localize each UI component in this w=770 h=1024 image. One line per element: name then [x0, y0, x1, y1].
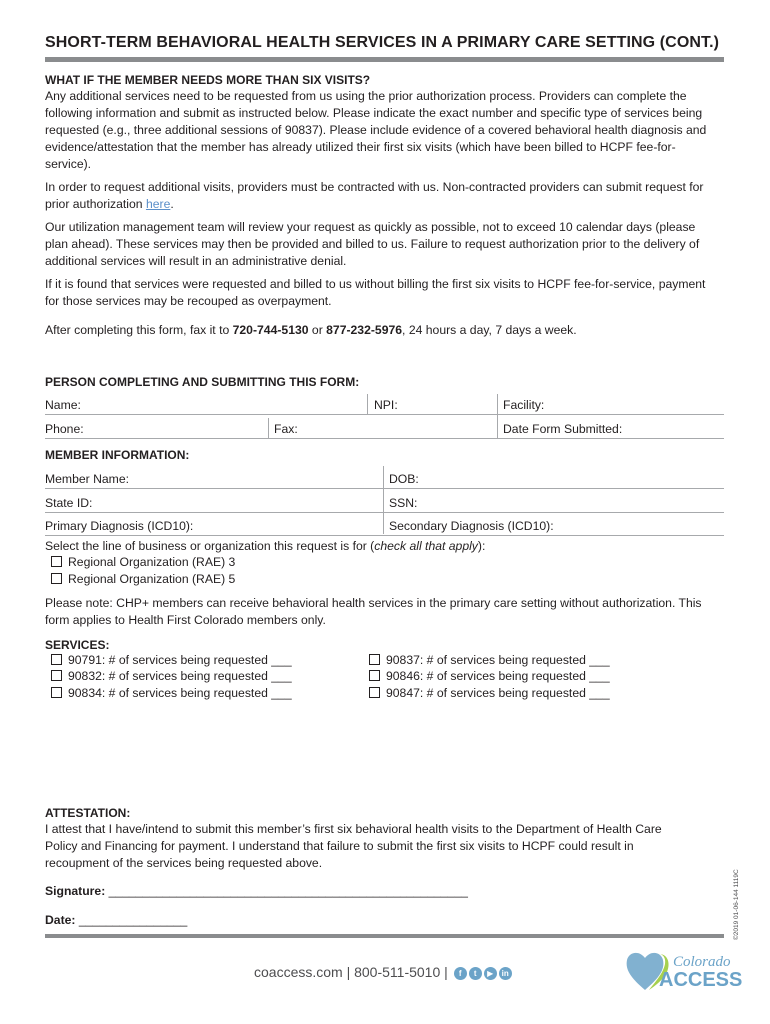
prompt-end: ):	[477, 539, 486, 553]
service-90847[interactable]	[369, 686, 610, 700]
page-title: SHORT-TERM BEHAVIORAL HEALTH SERVICES IN A PRIMARY CARE SETTING (CONT.)	[45, 34, 720, 51]
date-blank: ________________	[78, 913, 188, 927]
facility-field-label: Facility:	[503, 398, 545, 412]
phone-field-label: Phone:	[45, 422, 84, 436]
prompt-text: Select the line of business or organization this request is for (	[45, 539, 375, 553]
field-underline	[45, 438, 724, 439]
twitter-icon[interactable]: t	[469, 967, 482, 980]
service-label: 90846: # of services being requested ___	[386, 669, 610, 683]
logo-word-colorado: Colorado	[673, 954, 731, 970]
service-90791[interactable]	[51, 653, 292, 667]
service-label: 90837: # of services being requested ___	[386, 653, 610, 667]
prompt-emphasis: check all that apply	[374, 539, 478, 553]
signature-blank: _____________________________________________________	[108, 884, 468, 898]
service-90837[interactable]	[369, 653, 610, 667]
rae3-label: Regional Organization (RAE) 3	[68, 555, 236, 569]
linkedin-icon[interactable]: in	[499, 967, 512, 980]
npi-field-label: NPI:	[374, 398, 398, 412]
rae5-checkbox[interactable]	[51, 573, 62, 584]
fax-hours: , 24 hours a day, 7 days a week.	[402, 323, 577, 337]
p2-end: .	[170, 197, 174, 211]
footer-contact	[254, 964, 512, 980]
rae3-checkbox[interactable]	[51, 556, 62, 567]
services-heading: SERVICES:	[45, 638, 110, 652]
field-divider	[268, 418, 269, 438]
signature-line[interactable]	[45, 884, 468, 898]
youtube-icon[interactable]: ▶	[484, 967, 497, 980]
fax-instructions	[45, 322, 720, 339]
logo-heart-icon	[625, 946, 743, 996]
field-underline	[45, 488, 724, 489]
field-divider	[383, 466, 384, 534]
fax-number-1: 720-744-5130	[232, 323, 309, 337]
fax-or: or	[308, 323, 327, 337]
fax-text: After completing this form, fax it to	[45, 323, 233, 337]
primary-diagnosis-field-label: Primary Diagnosis (ICD10):	[45, 519, 194, 533]
more-visits-heading: WHAT IF THE MEMBER NEEDS MORE THAN SIX VISITS?	[45, 73, 371, 87]
member-heading: MEMBER INFORMATION:	[45, 448, 190, 462]
service-90832[interactable]	[51, 669, 292, 683]
attestation-text: I attest that I have/intend to submit this member’s first six behavioral health visits to the Department of Health Care Policy and Financing for payment. I understand that failure to submit the first six visits to HCPF could result in recoupment of the services being requested above.	[45, 822, 662, 870]
service-checkbox[interactable]	[51, 687, 62, 698]
signature-label: Signature:	[45, 884, 106, 898]
more-visits-paragraph-2	[45, 179, 720, 213]
more-visits-paragraph-3: Our utilization management team will review your request as quickly as possible, not to exceed 10 calendar days (please plan ahead). These services may then be provided and billed to us. Failure to request authorization prior to the delivery of additional services will result in an administrative denial.	[45, 220, 700, 268]
date-line[interactable]	[45, 913, 187, 927]
more-visits-paragraph-1: Any additional services need to be requested from us using the prior authorization process. Providers can complete the following information and submit as instructed below. Please indicate the exact number and specific type of services being requested (e.g., three additional sessions of 90837). Please include evidence of a covered behavioral health diagnosis and evidence/attestation that the member has already utilized their first six visits (which have been billed to HCPF fee-for-service).	[45, 89, 707, 171]
field-underline	[45, 414, 724, 415]
service-label: 90791: # of services being requested ___	[68, 653, 292, 667]
service-checkbox[interactable]	[51, 654, 62, 665]
footer-text: coaccess.com | 800-511-5010 |	[254, 964, 448, 980]
title-divider	[45, 57, 724, 62]
field-underline	[45, 535, 724, 536]
chp-note: Please note: CHP+ members can receive behavioral health services in the primary care setting without authorization. This form applies to Health First Colorado members only.	[45, 596, 702, 627]
service-label: 90834: # of services being requested ___	[68, 686, 292, 700]
rae3-option[interactable]	[51, 555, 235, 569]
state-id-field-label: State ID:	[45, 496, 93, 510]
more-visits-paragraph-4: If it is found that services were requested and billed to us without billing the first six visits to HCPF fee-for-service, payment for those services may be recouped as overpayment.	[45, 277, 706, 308]
fax-number-2: 877-232-5976	[326, 323, 403, 337]
colorado-access-logo	[625, 946, 743, 996]
p2-text: In order to request additional visits, providers must be contracted with us. Non-contracted providers can submit request for prior authorization	[45, 180, 704, 211]
member-name-field-label: Member Name:	[45, 472, 129, 486]
form-code: ©2019 01-06-144 1119C	[733, 869, 740, 940]
dob-field-label: DOB:	[389, 472, 419, 486]
field-underline	[45, 512, 724, 513]
attestation-heading: ATTESTATION:	[45, 806, 131, 820]
service-checkbox[interactable]	[369, 687, 380, 698]
rae5-label: Regional Organization (RAE) 5	[68, 572, 236, 586]
service-label: 90832: # of services being requested ___	[68, 669, 292, 683]
service-label: 90847: # of services being requested ___	[386, 686, 610, 700]
service-90834[interactable]	[51, 686, 292, 700]
line-of-business-prompt	[45, 539, 485, 553]
person-heading: PERSON COMPLETING AND SUBMITTING THIS FORM:	[45, 375, 360, 389]
name-field-label: Name:	[45, 398, 81, 412]
service-90846[interactable]	[369, 669, 610, 683]
date-submitted-field-label: Date Form Submitted:	[503, 422, 623, 436]
field-divider	[367, 394, 368, 414]
rae5-option[interactable]	[51, 572, 235, 586]
service-checkbox[interactable]	[369, 670, 380, 681]
date-label: Date:	[45, 913, 76, 927]
service-checkbox[interactable]	[51, 670, 62, 681]
service-checkbox[interactable]	[369, 654, 380, 665]
logo-word-access: ACCESS	[659, 969, 743, 991]
field-divider	[497, 394, 498, 438]
prior-auth-link[interactable]: here	[145, 197, 171, 211]
secondary-diagnosis-field-label: Secondary Diagnosis (ICD10):	[389, 519, 554, 533]
fax-field-label: Fax:	[274, 422, 298, 436]
facebook-icon[interactable]: f	[454, 967, 467, 980]
footer-divider	[45, 934, 724, 938]
ssn-field-label: SSN:	[389, 496, 418, 510]
